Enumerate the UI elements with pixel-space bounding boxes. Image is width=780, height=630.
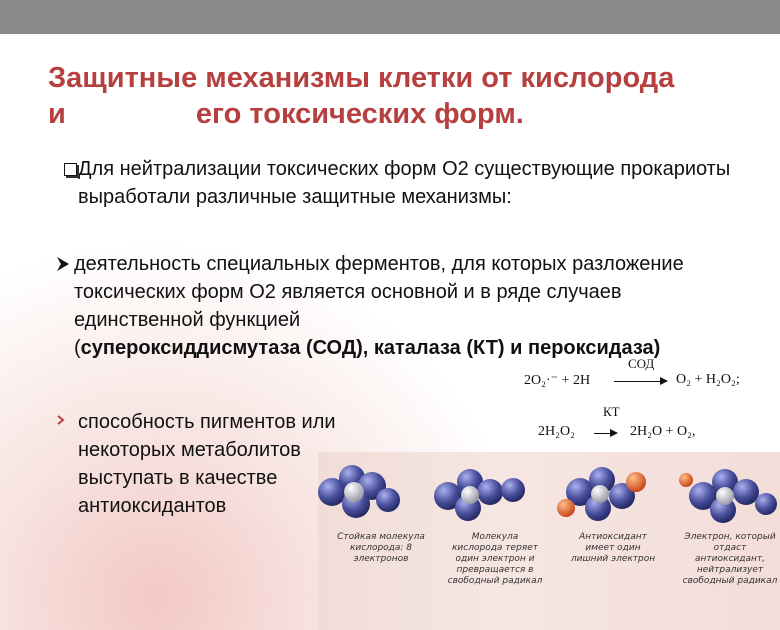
title-line-1: Защитные механизмы клетки от кислорода — [48, 62, 675, 94]
title-line-2b: его токсических форм. — [195, 98, 524, 130]
eq1-products: O₂ + H₂O₂; — [676, 372, 740, 387]
arrowhead-bullet-icon — [56, 256, 70, 272]
checkbox-bullet-icon — [64, 163, 77, 176]
bullet-intro — [62, 155, 742, 211]
top-bar — [0, 0, 780, 34]
caption-stable-molecule: Стойкая молекула кислорода: 8 электронов — [337, 532, 425, 564]
small-arrow-bullet-icon — [56, 414, 66, 426]
enzyme-names: супероксиддисмутаза (СОД), каталаза (КТ) и пероксидаза) — [80, 337, 661, 359]
eq2-reactants: 2H₂O₂ — [538, 424, 575, 439]
eq1-reactants: 2O₂·⁻ + 2H — [524, 373, 591, 388]
bullet-intro-text: Для нейтрализации токсических форм О2 существующие прокариоты выработали различные защитные механизмы: — [78, 158, 731, 208]
eq2-products: 2H₂O + O₂, — [630, 424, 696, 439]
caption-antioxidant: Антиоксидант имеет один лишний электрон — [570, 532, 656, 564]
bullet-enzymes-paren: ( — [74, 337, 81, 359]
slide-title — [48, 60, 748, 132]
eq1-arrow — [614, 381, 666, 382]
eq2-enzyme-label: КТ — [603, 404, 620, 419]
eq1-enzyme-label: СОД — [628, 356, 655, 371]
caption-free-radical: Молекула кислорода теряет один электрон и превращается в свободный радикал — [447, 532, 543, 586]
title-line-2a: и — [48, 98, 66, 130]
antioxidant-illustration — [318, 452, 780, 630]
caption-electron-donation: Электрон, который отдаст антиоксидант, нейтрализует свободный радикал — [682, 532, 778, 586]
bullet-antioxidants-text: способность пигментов или некоторых метаболитов выступать в качестве антиоксидантов — [78, 411, 336, 517]
bullet-enzymes-text: деятельность специальных ферментов, для которых разложение токсических форм О2 является основной и в ряде случаев единственной функцией — [74, 253, 684, 331]
eq2-arrow — [594, 433, 616, 434]
bullet-enzymes — [56, 250, 694, 362]
